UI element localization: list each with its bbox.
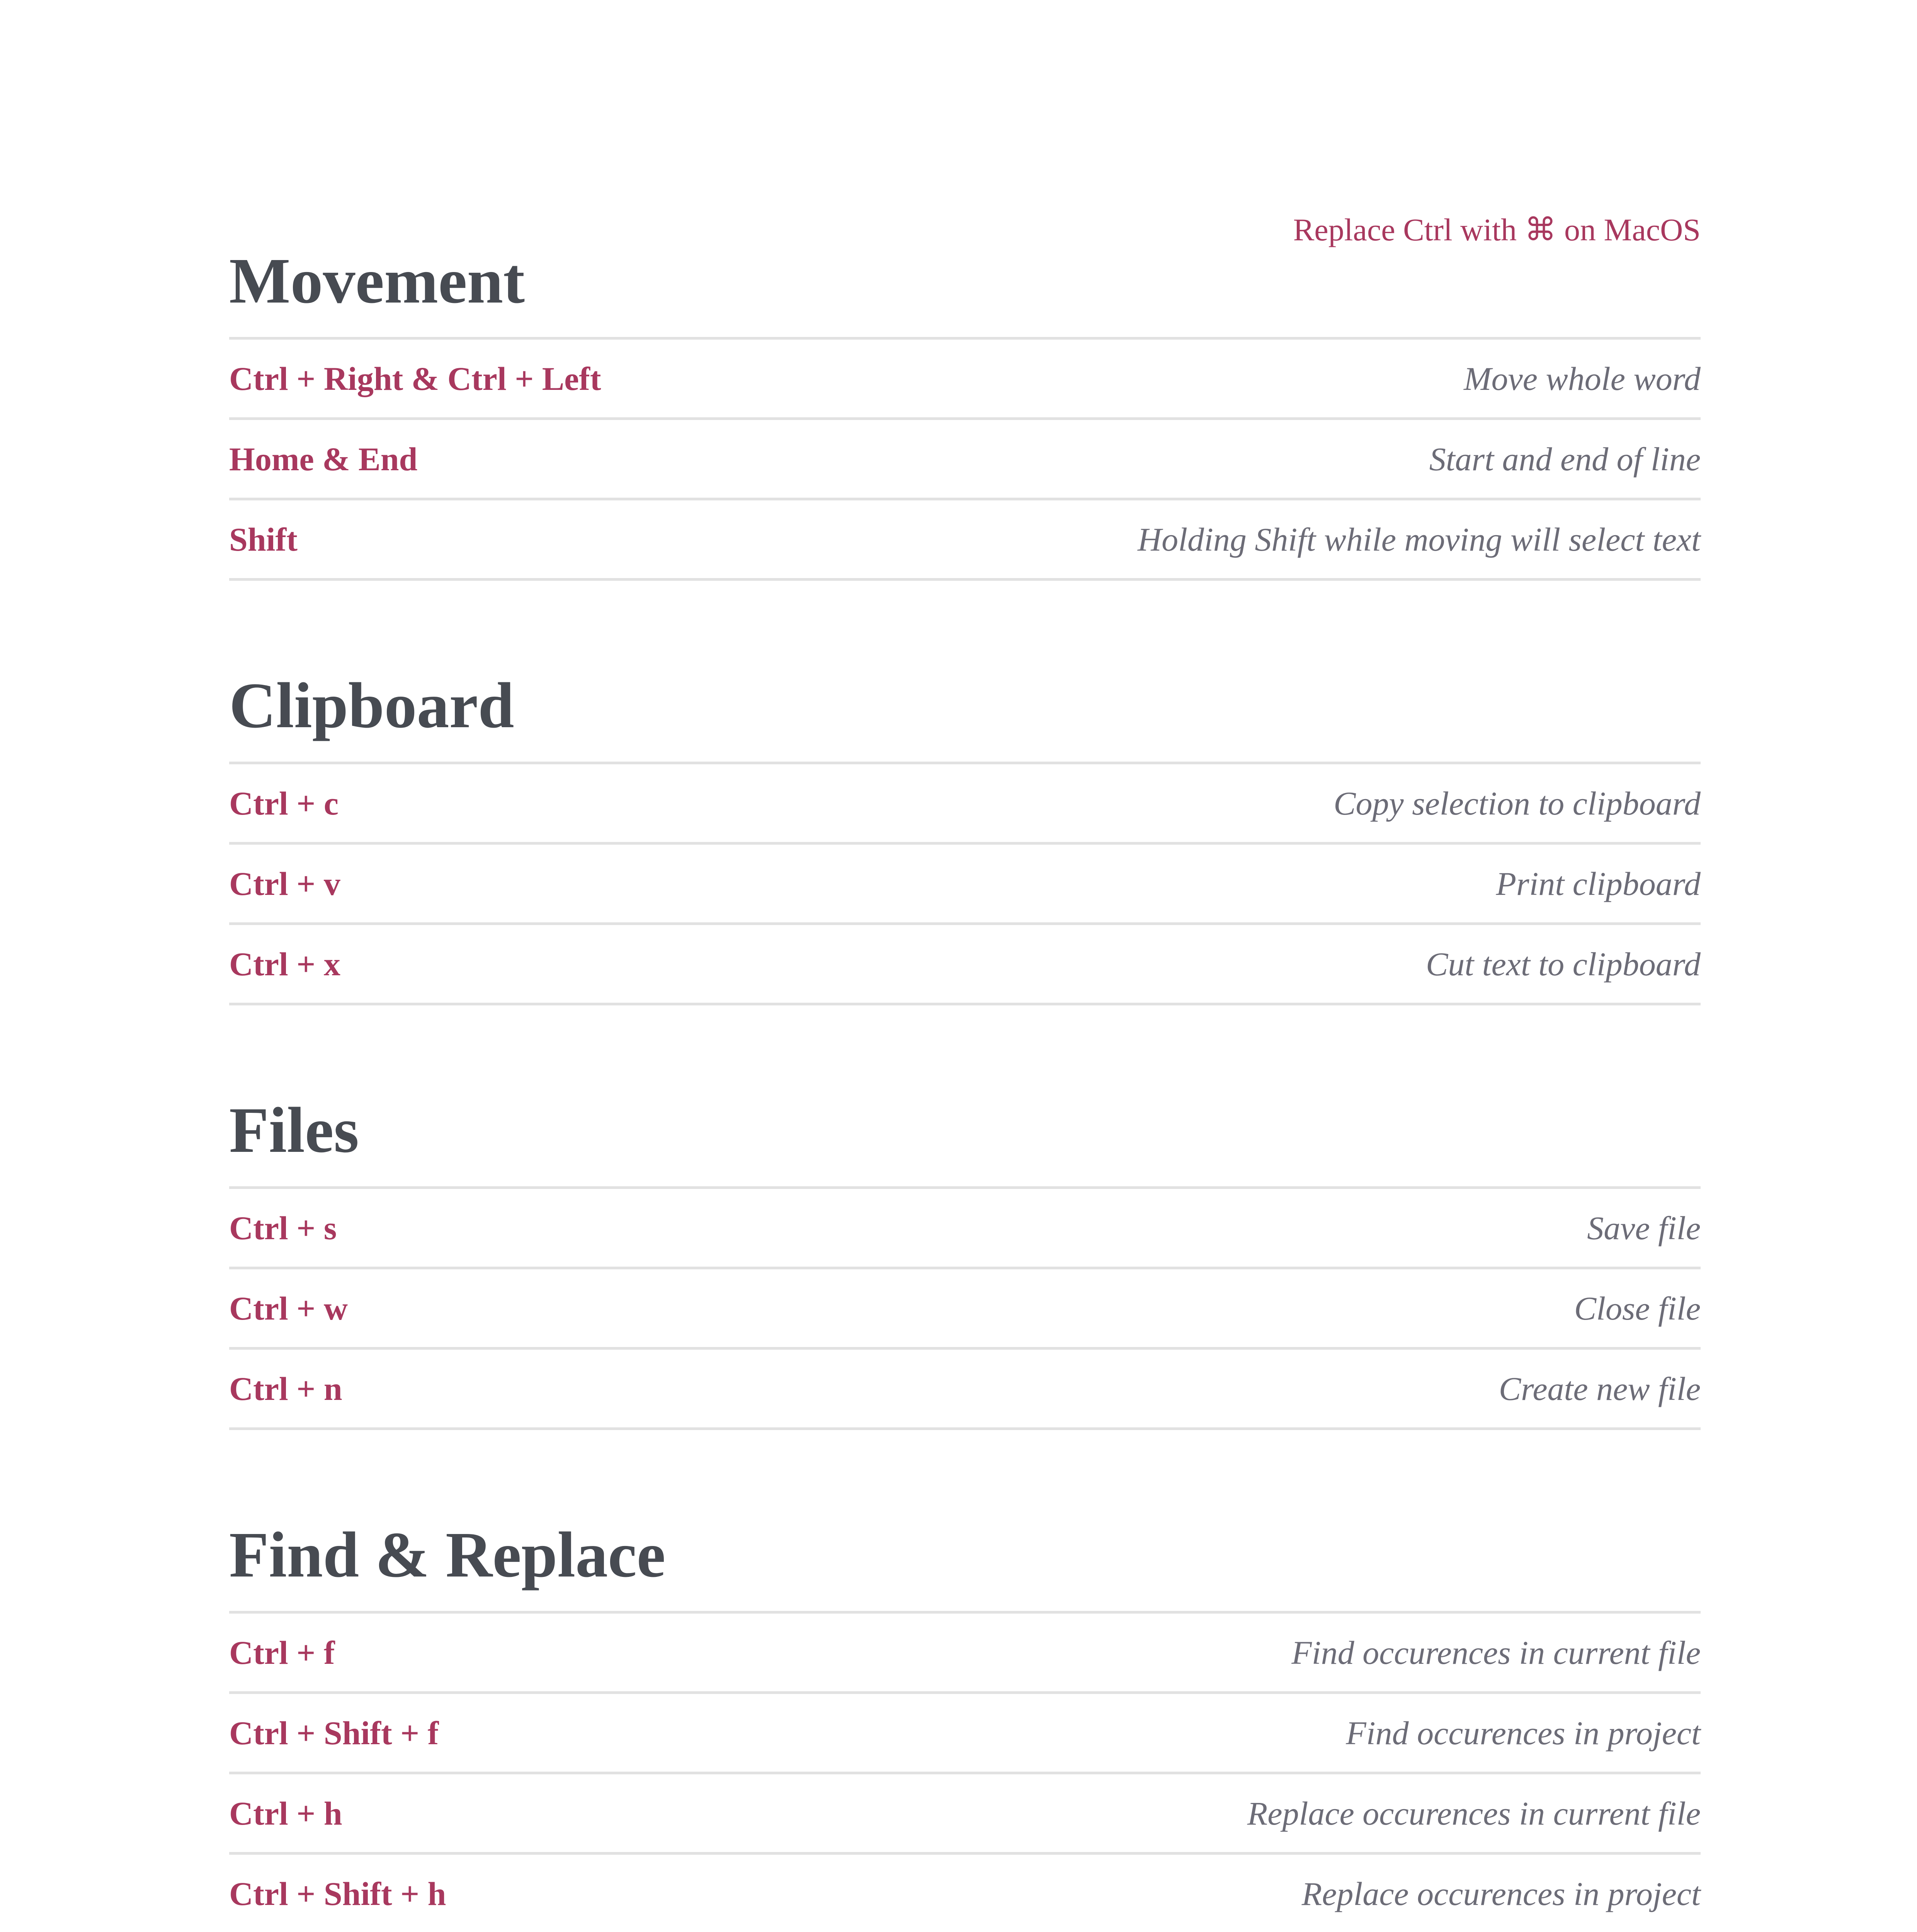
shortcut-list <box>229 337 1701 581</box>
shortcut-keys: Ctrl + Shift + h <box>229 1875 446 1912</box>
shortcut-row <box>229 1774 1701 1855</box>
shortcut-description: Copy selection to clipboard <box>1334 784 1701 822</box>
shortcut-keys: Shift <box>229 520 298 558</box>
shortcut-row <box>229 845 1701 925</box>
shortcut-description: Find occurences in current file <box>1291 1634 1701 1671</box>
shortcut-keys: Ctrl + v <box>229 865 340 902</box>
shortcut-description: Create new file <box>1499 1370 1701 1407</box>
shortcut-row <box>229 500 1701 581</box>
shortcut-description: Close file <box>1574 1289 1701 1327</box>
section-clipboard <box>229 661 1701 1005</box>
section-title: Find & Replace <box>229 1519 666 1591</box>
shortcut-description: Start and end of line <box>1429 440 1701 478</box>
section-movement <box>229 236 1701 581</box>
shortcut-row <box>229 1189 1701 1269</box>
shortcut-row <box>229 340 1701 420</box>
shortcut-keys: Ctrl + x <box>229 945 340 983</box>
shortcut-list <box>229 1186 1701 1430</box>
shortcut-description: Save file <box>1587 1209 1701 1247</box>
shortcut-row <box>229 1614 1701 1694</box>
section-title: Clipboard <box>229 670 514 742</box>
shortcut-description: Holding Shift while moving will select text <box>1137 520 1701 558</box>
shortcut-keys: Ctrl + Shift + f <box>229 1714 439 1752</box>
cheatsheet-page <box>229 209 1701 1932</box>
section-find-replace <box>229 1510 1701 1932</box>
shortcut-keys: Ctrl + n <box>229 1370 342 1407</box>
shortcut-keys: Ctrl + c <box>229 784 338 822</box>
macos-note: Replace Ctrl with ⌘ on MacOS <box>1293 212 1701 247</box>
shortcut-description: Replace occurences in current file <box>1247 1794 1701 1832</box>
shortcut-description: Replace occurences in project <box>1301 1875 1701 1912</box>
shortcut-list <box>229 762 1701 1005</box>
shortcut-row <box>229 420 1701 500</box>
shortcut-row <box>229 764 1701 845</box>
shortcut-row <box>229 1269 1701 1350</box>
shortcut-list <box>229 1611 1701 1932</box>
shortcut-keys: Ctrl + s <box>229 1209 337 1247</box>
shortcut-keys: Ctrl + f <box>229 1634 335 1671</box>
shortcut-description: Print clipboard <box>1496 865 1701 902</box>
shortcut-row <box>229 1350 1701 1430</box>
shortcut-row <box>229 1855 1701 1932</box>
shortcut-keys: Ctrl + w <box>229 1289 348 1327</box>
shortcut-description: Move whole word <box>1463 360 1701 397</box>
shortcut-row <box>229 1694 1701 1774</box>
shortcut-row <box>229 925 1701 1005</box>
shortcut-keys: Ctrl + Right & Ctrl + Left <box>229 360 601 397</box>
section-files <box>229 1086 1701 1430</box>
shortcut-keys: Home & End <box>229 440 418 478</box>
section-title: Movement <box>229 245 525 317</box>
shortcut-description: Cut text to clipboard <box>1425 945 1701 983</box>
section-title: Files <box>229 1094 359 1166</box>
shortcut-keys: Ctrl + h <box>229 1794 342 1832</box>
shortcut-description: Find occurences in project <box>1346 1714 1701 1752</box>
